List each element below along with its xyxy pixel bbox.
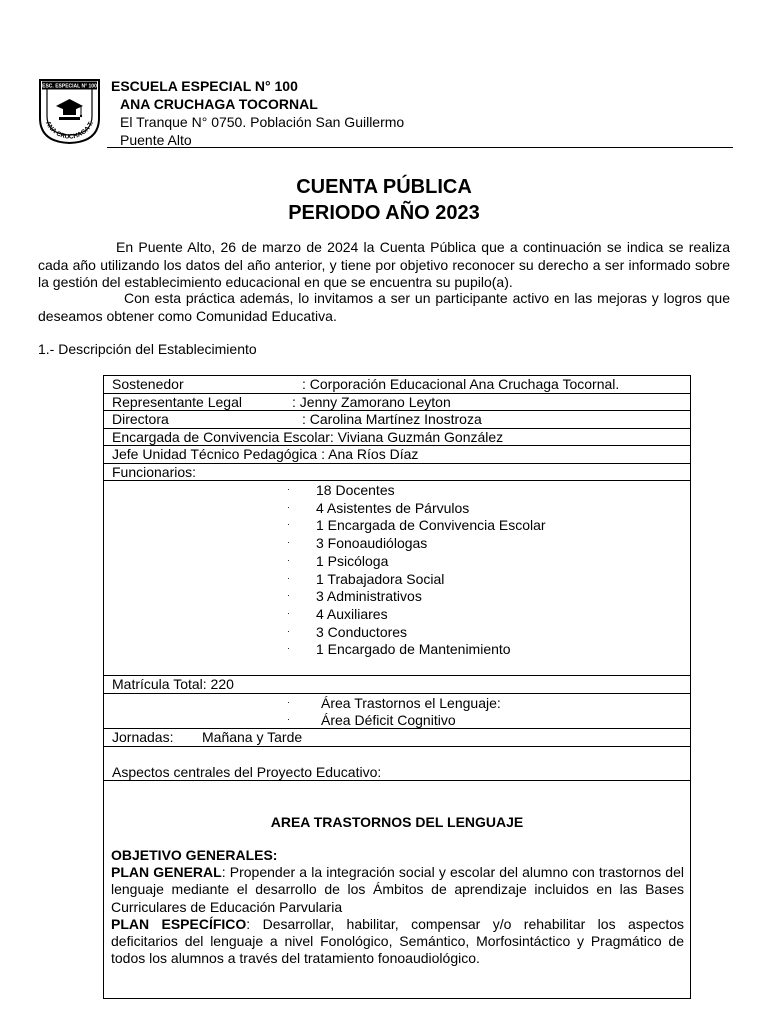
header-divider (107, 147, 733, 148)
table-row-areas (104, 694, 690, 730)
bullet-icon: · (287, 554, 290, 565)
school-info (111, 77, 404, 149)
directora-label: Directora (112, 411, 169, 427)
bullet-icon: · (287, 484, 290, 494)
plan-general-label: PLAN GENERAL (111, 864, 222, 881)
list-item: · 3 Fonoaudiólogas (287, 535, 428, 552)
table-row-directora (104, 411, 690, 429)
bullet-icon: · (287, 607, 290, 618)
plan-especifico (111, 916, 684, 968)
establishment-table (103, 375, 691, 999)
funcionarios-label: Funcionarios: (112, 463, 197, 480)
table-row-utp (104, 446, 690, 464)
list-item: · 4 Auxiliares (287, 605, 388, 622)
bullet-icon: · (287, 714, 290, 724)
plan-general-text: : Propender a la integración social y escolar del alumno con trastornos del lenguaje mediante el desarrollo de los Ámbitos de aprendizaje incluidos en las Bases Curriculares de Educación Parvularia (111, 864, 684, 915)
directora-value: : Carolina Martínez Inostroza (302, 411, 482, 427)
table-row-objetivos (104, 781, 690, 998)
sostenedor-value: : Corporación Educacional Ana Cruchaga Tocornal. (302, 376, 620, 392)
school-city: Puente Alto (120, 132, 192, 148)
table-row-jornadas (104, 729, 690, 747)
table-row-funcionarios (104, 464, 690, 482)
plan-especifico-label: PLAN ESPECÍFICO (111, 915, 247, 932)
list-item: · 1 Trabajadora Social (287, 570, 445, 587)
list-item: · 1 Psicóloga (287, 552, 389, 569)
svg-text:ANA CRUCHAGA T.: ANA CRUCHAGA T. (43, 120, 96, 141)
bullet-icon: · (287, 590, 290, 601)
plan-especifico-text: : Desarrollar, habilitar, compensar y/o rehabilitar los aspectos deficitarios del lenguaje a nivel Fonológico, Semántico, Morfosintáctico y Pragmático de todos los alumnos a través del tratamiento fonoaudiológico. (111, 915, 684, 967)
list-item: · 4 Asistentes de Párvulos (287, 499, 470, 516)
list-item: · 1 Encargada de Convivencia Escolar (287, 517, 546, 534)
areas-list (287, 695, 501, 730)
table-row-convivencia (104, 429, 690, 447)
table-row-representante (104, 394, 690, 412)
objetivo-heading: OBJETIVO GENERALES: (111, 847, 278, 863)
representante-label: Representante Legal (112, 393, 242, 410)
list-item: · 3 Administrativos (287, 588, 422, 605)
bullet-icon: · (287, 625, 290, 636)
table-row-sostenedor (104, 376, 690, 394)
bullet-icon: · (287, 537, 290, 548)
matricula-text: Matrícula Total: 220 (112, 676, 234, 692)
school-subname: ANA CRUCHAGA TOCORNAL (120, 96, 318, 112)
school-address: El Tranque N° 0750. Población San Guillermo (120, 114, 405, 130)
table-row-matricula (104, 676, 690, 694)
section-heading: 1.- Descripción del Establecimiento (38, 341, 257, 357)
list-item: · 1 Encargado de Mantenimiento (287, 641, 511, 658)
jornadas-label: Jornadas: (112, 729, 174, 745)
plan-general (111, 864, 684, 916)
table-row-staff (104, 481, 690, 676)
list-item: · Área Déficit Cognitivo (287, 712, 456, 728)
table-row-aspectos (104, 747, 690, 782)
convivencia-text: Encargada de Convivencia Escolar: Viviana Guzmán González (112, 428, 504, 445)
list-item: · 3 Conductores (287, 623, 408, 640)
svg-text:ESC. ESPECIAL N° 100: ESC. ESPECIAL N° 100 (42, 83, 97, 90)
school-name: ESCUELA ESPECIAL N° 100 (111, 78, 298, 94)
intro-paragraph-2: Con esta práctica además, lo invitamos a ser un participante activo en las mejoras y logros que deseamos obtener como Comunidad Educativa. (38, 290, 730, 324)
jornadas-value: Mañana y Tarde (202, 729, 303, 745)
objetivos-block (111, 847, 684, 967)
bullet-icon: · (287, 696, 290, 707)
bullet-icon: · (287, 572, 290, 583)
bullet-icon: · (287, 501, 290, 512)
school-seal-logo (37, 78, 102, 145)
intro-paragraph-1: En Puente Alto, 26 de marzo de 2024 la Cuenta Pública que a continuación se indica se realiza cada año utilizando los datos del año anterior, y tiene por objetivo reconocer su derecho a ser informado sobre la gestión del establecimiento educacional en que se encuentra su pupilo(a). (38, 239, 730, 290)
area-title: AREA TRASTORNOS DEL LENGUAJE (270, 814, 524, 830)
list-item: · 18 Docentes (287, 482, 395, 498)
bullet-icon: · (287, 643, 290, 654)
document-subtitle: PERIODO AÑO 2023 (288, 202, 480, 224)
staff-list (287, 482, 546, 659)
sostenedor-label: Sostenedor (112, 376, 184, 392)
representante-value: : Jenny Zamorano Leyton (292, 393, 451, 410)
list-item: · Área Trastornos el Lenguaje: (287, 694, 501, 711)
bullet-icon: · (287, 519, 290, 530)
document-title: CUENTA PÚBLICA (296, 176, 472, 198)
aspectos-text: Aspectos centrales del Proyecto Educativo: (112, 763, 382, 780)
utp-text: Jefe Unidad Técnico Pedagógica : Ana Ríos Díaz (112, 446, 419, 462)
